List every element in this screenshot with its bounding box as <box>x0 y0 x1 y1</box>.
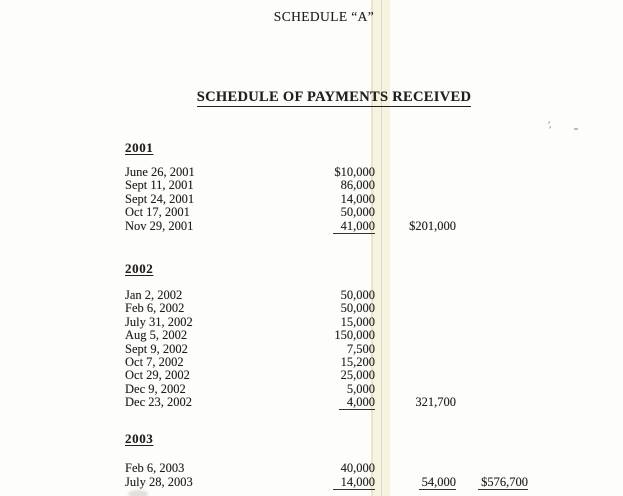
payment-date-text: Aug 5, 2002 <box>125 328 188 343</box>
scan-fold-artifact <box>371 0 390 496</box>
payment-date <box>125 476 193 489</box>
payment-date <box>125 343 188 356</box>
schedule-label: SCHEDULE “A” <box>273 9 375 24</box>
payment-date <box>125 369 190 382</box>
table-row <box>0 179 623 192</box>
payment-amount-text: 15,200 <box>340 354 375 369</box>
payment-amount-text: 41,000 <box>333 219 375 234</box>
year-heading: 2002 <box>125 261 154 276</box>
table-row <box>0 356 623 369</box>
year-heading: 2001 <box>125 140 154 155</box>
year-subtotal-text: 321,700 <box>415 395 456 410</box>
payments-rows-2 <box>0 462 623 491</box>
payment-amount <box>260 166 375 179</box>
grand-total-text: $576,700 <box>478 475 528 490</box>
year-heading: 2003 <box>125 431 154 446</box>
payment-amount-text: 50,000 <box>340 288 375 302</box>
grand-total <box>446 476 528 489</box>
payment-date-text: Jan 2, 2002 <box>125 288 183 302</box>
table-row <box>0 220 623 233</box>
payment-amount <box>260 356 375 369</box>
payment-date <box>125 396 192 409</box>
payment-date <box>125 220 193 233</box>
payment-date-text: Feb 6, 2002 <box>125 301 185 316</box>
payment-amount <box>260 329 375 342</box>
year-subtotal-text: 54,000 <box>419 475 456 490</box>
payment-date <box>125 329 187 342</box>
payment-date <box>125 179 194 192</box>
year-subtotal-text: $201,000 <box>409 218 456 233</box>
payment-date-text: Oct 17, 2001 <box>125 205 190 220</box>
year-subtotal <box>378 476 456 489</box>
table-row <box>0 369 623 382</box>
table-row <box>0 476 623 490</box>
table-row <box>0 383 623 396</box>
payment-amount <box>260 396 375 409</box>
payment-amount <box>260 179 375 192</box>
document-title-row <box>184 88 484 106</box>
payment-date-text: July 31, 2002 <box>125 314 193 329</box>
table-row <box>0 462 623 476</box>
payment-amount <box>260 193 375 206</box>
payment-date <box>125 289 182 302</box>
payment-date-text: Sept 9, 2002 <box>125 341 188 356</box>
payment-amount <box>260 289 375 302</box>
scan-speck: ’, <box>546 119 553 130</box>
table-row <box>0 193 623 206</box>
payment-amount-text: 4,000 <box>339 395 375 410</box>
payment-amount <box>260 383 375 396</box>
payment-date-text: Sept 11, 2001 <box>125 178 194 193</box>
payment-date <box>125 302 184 315</box>
payment-amount <box>260 343 375 356</box>
payments-rows-0 <box>0 166 623 233</box>
payment-date-text: Sept 24, 2001 <box>125 191 195 206</box>
payment-amount-text: 25,000 <box>340 368 375 383</box>
payment-amount <box>260 220 375 233</box>
payment-amount-text: 40,000 <box>340 461 375 475</box>
table-row <box>0 343 623 356</box>
payment-amount-text: 150,000 <box>334 328 375 343</box>
payment-amount <box>260 206 375 219</box>
table-row <box>0 396 623 409</box>
payment-date-text: Oct 7, 2002 <box>125 354 184 369</box>
payment-date-text: Nov 29, 2001 <box>125 218 194 233</box>
table-row <box>0 329 623 342</box>
payment-date <box>125 166 195 179</box>
payment-date-text: Feb 6, 2003 <box>125 461 185 475</box>
payment-date <box>125 316 193 329</box>
year-subtotal <box>378 220 456 233</box>
payment-date-text: Dec 23, 2002 <box>125 395 192 410</box>
payment-date <box>125 206 190 219</box>
scan-speck <box>574 128 578 130</box>
payment-date-text: June 26, 2001 <box>125 165 195 179</box>
payment-amount-text: 7,500 <box>346 341 375 356</box>
payment-amount-text: $10,000 <box>334 165 375 179</box>
scan-smudge <box>128 490 148 496</box>
payment-date-text: Dec 9, 2002 <box>125 381 186 396</box>
payment-amount-text: 15,000 <box>340 314 375 329</box>
payment-amount <box>260 369 375 382</box>
payment-date <box>125 383 186 396</box>
table-row <box>0 289 623 302</box>
payment-amount-text: 5,000 <box>346 381 375 396</box>
payment-amount <box>260 462 375 475</box>
table-row <box>0 206 623 219</box>
payment-amount-text: 14,000 <box>333 475 375 490</box>
payment-date <box>125 193 194 206</box>
payment-amount <box>260 302 375 315</box>
payment-amount <box>260 476 375 489</box>
payment-amount-text: 50,000 <box>340 205 375 220</box>
payment-date-text: July 28, 2003 <box>125 475 193 490</box>
table-row <box>0 166 623 179</box>
year-subtotal <box>378 396 456 409</box>
payment-amount-text: 14,000 <box>340 191 375 206</box>
payment-date <box>125 356 184 369</box>
payments-rows-1 <box>0 289 623 410</box>
document-title: SCHEDULE OF PAYMENTS RECEIVED <box>196 89 472 105</box>
table-row <box>0 316 623 329</box>
payment-amount-text: 86,000 <box>340 178 375 193</box>
payment-amount-text: 50,000 <box>340 301 375 316</box>
payment-date-text: Oct 29, 2002 <box>125 368 190 383</box>
payment-date <box>125 462 184 475</box>
table-row <box>0 302 623 315</box>
payment-amount <box>260 316 375 329</box>
